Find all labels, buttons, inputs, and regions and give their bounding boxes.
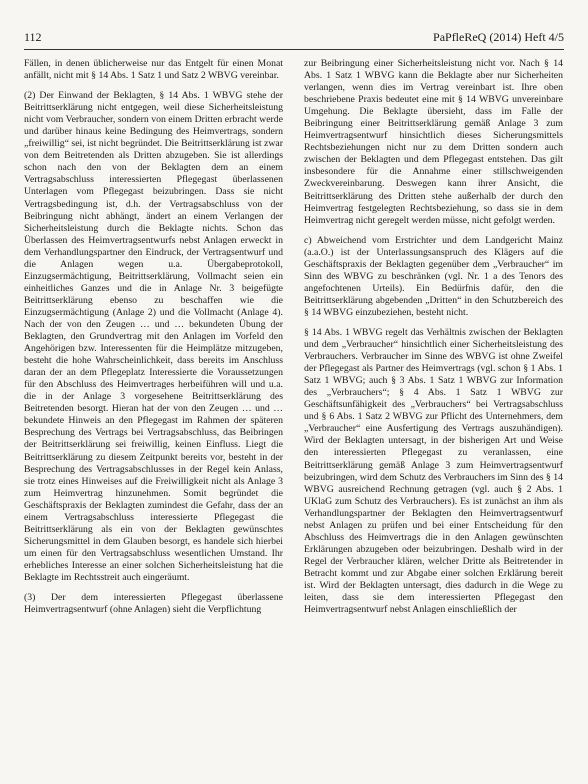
paragraph: (2) Der Einwand der Beklagten, § 14 Abs. 1 WBVG stehe der Beitrittserklärung nicht entgegen, weil diese Sicherheitsleistung nicht vom Verbraucher, sondern von einem Dritten erbracht werde und darüber hinaus keine Bedingung des Heimvertrags, sondern „freiwillig“ sei, ist nicht begründet. Die Beitrittserklärung ist zwar von dem Beitretenden als Dritten abzugeben. Sie ist allerdings schon nach den von der Beklagten dem an einem Vertragsabschluss interessierten Pflegegast überlassenen Unterlagen vom Pflegegast beizubringen. Dass sie nicht Vertragsbedingung ist, d.h. der Vertragsabschluss von der Beibringung nicht abhängt, ändert an einem Verlangen der Sicherheitsleistung durch die Beklagte nichts. Schon das Überlassen des Heimvertragsentwurfs nebst Anlagen erweckt in dem Verhandlungspartner den Eindruck, der Vertragsentwurf und die Anlagen wegen u.a. Übergabeprotokoll, Einzugsermächtigung, Beitrittserklärung, Vollmacht seien ein einheitliches Ganzes und die in Anlage Nr. 3 beigefügte Beitrittserklärung ebenso zu beschaffen wie die Einzugsermächtigung (Anlage 2) und die Vollmacht (Anlage 4). Nach der von den Zeugen … und … bekundeten Übung der Beklagten, den Grundvertrag mit den Anlagen im Vorfeld den Angehörigen bzw. Interessenten für die Heimplätze mitzugeben, besteht die hohe Wahrscheinlichkeit, dass bereits im Anschluss daran der an dem Pflegeplatz Interessierte die Voraussetzungen für den Abschluss des Heimvertrages herbeiführen will und u.a. die in der Anlage 3 vorgesehene Beitrittserklärung des Beitretenden besorgt. Hieran hat der von den Zeugen … und … bekundete Hinweis an den Pflegegast im Rahmen der späteren Besprechung des Vertrags bei Vertragsabschluss, das Beibringen der Beitrittserklärung sei freiwillig, keinen Einfluss. Liegt die Beitrittserklärung zu diesem Zeitpunkt bereits vor, besteht in der Besprechung des Vertragsabschlusses in der Regel kein Anlass, sie trotz eines Hinweises auf die Freiwilligkeit nicht als Anlage 3 zum Heimvertrag hinzunehmen. Somit begründet die Geschäftspraxis der Beklagten zumindest die Gefahr, dass der an einem Vertragsabschluss interessierte Pflegegast die Beitrittserklärung als ein von der Beklagten gewünschtes Sicherungsmittel in dem Glauben besorgt, es handele sich hierbei um einen für den Vertragsabschluss wesentlichen Umstand. Ihr erhebliches Interesse an einer solchen Sicherheitsleistung hat die Beklagte im Rechtsstreit auch eingeräumt. bbox=[24, 90, 283, 583]
header-rule bbox=[24, 49, 564, 50]
paragraph: § 14 Abs. 1 WBVG regelt das Verhältnis zwischen der Beklagten und dem „Verbraucher“ hinsichtlich einer Sicherheitsleistung des Verbrauchers. Verbraucher im Sinne des WBVG ist ohne Zweifel der Pflegegast als Partner des Heimvertrags (vgl. schon § 1 Abs. 1 Satz 1 WBVG; auch § 3 Abs. 1 Satz 1 WBVG zur Information des „Verbrauchers“; § 4 Abs. 1 Satz 1 WBVG zur Geschäftsunfähigkeit des „Verbrauchers“ bei Vertragsabschluss und § 6 Abs. 1 Satz 2 WBVG zur Pflicht des Unternehmers, dem „Verbraucher“ eine Ausfertigung des Vertrags auszuhändigen). Wird der Beklagten untersagt, in der bisherigen Art und Weise den interessierten Pflegegast zu veranlassen, eine Beitrittserklärung gemäß Anlage 3 zum Heimvertragsentwurf beizubringen, wird dem Schutz des Verbrauchers im Sinn des § 14 WBVG ausreichend Rechnung getragen (vgl. auch § 2 Abs. 1 UKlaG zum Schutz des Verbrauchers). Es ist zunächst an ihm als Verhandlungspartner der Beklagten den Heimvertragsentwurf nebst Anlagen zu prüfen und bei einer Entscheidung für den Abschluss des Heimvertrags die in den Anlagen gewünschten Erklärungen abzugeben oder beizubringen. Deshalb wird in der Regel der Verbraucher klären, welcher Dritte als Beitretender in Betracht kommt und zur Abgabe einer solchen Erklärung bereit ist. Wird der Beklagten untersagt, dies dadurch in die Wege zu leiten, dass sie dem interessierten Pflegegast den Heimvertragsentwurf nebst Anlagen einschließlich der bbox=[304, 326, 563, 616]
page-header bbox=[24, 30, 564, 48]
paragraph: Fällen, in denen üblicherweise nur das Entgelt für einen Monat anfällt, nicht mit § 14 Abs. 1 Satz 1 und Satz 2 WBVG vereinbar. bbox=[24, 58, 283, 82]
paragraph: c) Abweichend vom Erstrichter und dem Landgericht Mainz (a.a.O.) ist der Unterlassungsanspruch des Klägers auf die Geschäftspraxis der Beklagten gegenüber dem „Verbraucher“ im Sinn des WBVG zu beschränken (vgl. Nr. 1 a des Tenors des angefochtenen Urteils). Ein Bedürfnis dafür, den die Beitrittserklärung abgebenden „Dritten“ in den Schutzbereich des § 14 WBVG einzubeziehen, besteht nicht. bbox=[304, 234, 563, 318]
page-number: 112 bbox=[24, 30, 42, 44]
paragraph: zur Beibringung einer Sicherheitsleistung nicht vor. Nach § 14 Abs. 1 Satz 1 WBVG kann die Beklagte aber nur Sicherheiten verlangen, wenn dies im Vertrag vereinbart ist. Ihre oben beschriebene Praxis bedeutet eine mit § 14 WBVG unvereinbare Umgehung. Die Beklagte übersieht, dass im Falle der Beibringung einer Beitrittserklärung gemäß Anlage 3 zum Heimvertragsentwurf hinsichtlich dieses Sicherungsmittels Rechtsbeziehungen nicht nur zu dem Dritten sondern auch zwischen der Beklagten und dem Pflegegast entstehen. Das gilt insbesondere für die Annahme einer stillschweigenden Zweckvereinbarung. Deswegen kann ihrer Ansicht, die Beitrittserklärung des Dritten stehe außerhalb der durch den Heimvertrag festgelegten Rechtsbeziehung, so dass sie in dem Heimvertrag nicht geregelt werden müsse, nicht gefolgt werden. bbox=[304, 58, 563, 226]
right-column bbox=[304, 58, 563, 624]
paragraph: (3) Der dem interessierten Pflegegast überlassene Heimvertragsentwurf (ohne Anlagen) sieht die Verpflichtung bbox=[24, 592, 283, 616]
journal-reference: PaPfleReQ (2014) Heft 4/5 bbox=[433, 30, 564, 44]
left-column bbox=[24, 58, 283, 624]
